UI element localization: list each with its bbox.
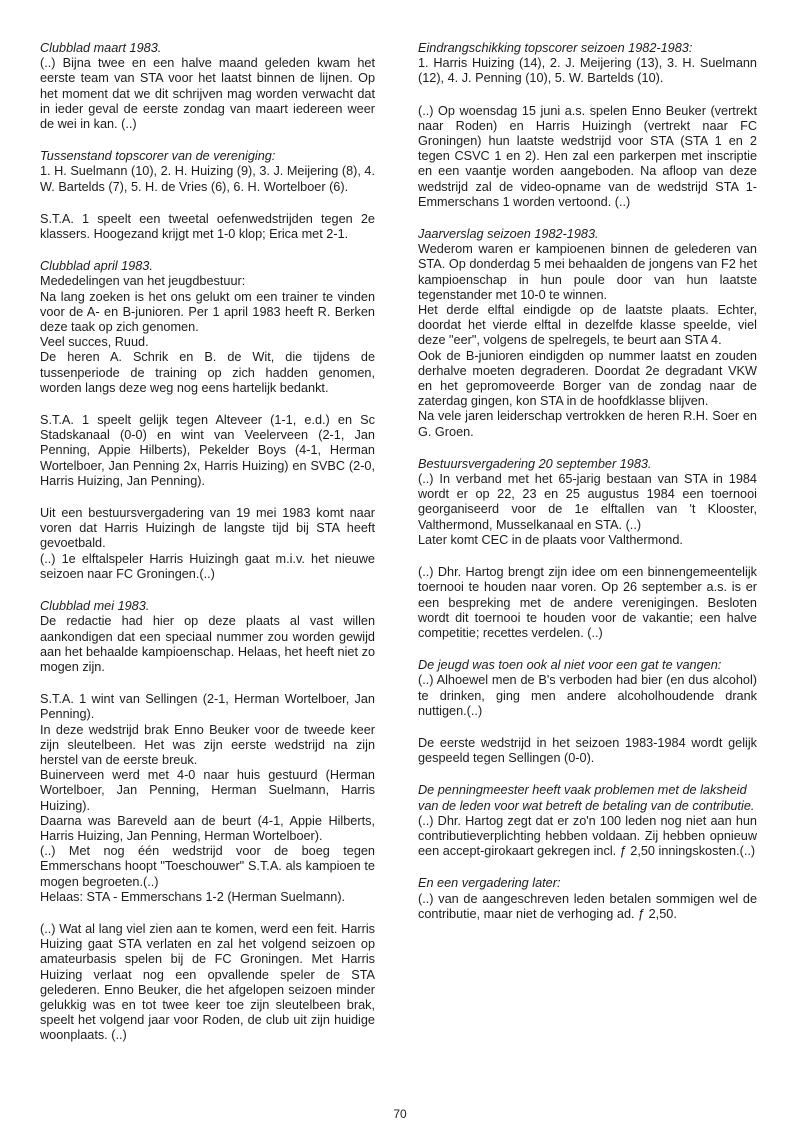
article-section <box>418 457 757 548</box>
paragraph: (..) Dhr. Hartog brengt zijn idee om een binnengemeentelijk toernooi te houden naar voren. Op 26 september a.s. is er een bespreking met de andere verenigingen. Besloten wordt dit toernooi te houden voor de vakantie; een halve competitie; recettes verdelen. (..) <box>418 565 757 640</box>
paragraph: Na vele jaren leiderschap vertrokken de heren R.H. Soer en G. Groen. <box>418 409 757 439</box>
paragraph: De eerste wedstrijd in het seizoen 1983-1984 wordt gelijk gespeeld tegen Sellingen (0-0). <box>418 735 757 766</box>
paragraph: S.T.A. 1 speelt gelijk tegen Alteveer (1-1, e.d.) en Sc Stadskanaal (0-0) en wint van Veelerveen (2-1, Jan Penning, Appie Hilberts), Pekelder Boys (4-1, Herman Wortelboer, Jan Penning 2x, Harris Huizing) en SVBC (2-0, Harris Huizing, Jan Penning). <box>40 413 375 488</box>
paragraph: Helaas: STA - Emmerschans 1-2 (Herman Suelmann). <box>40 889 346 904</box>
paragraph: Uit een bestuursvergadering van 19 mei 1983 komt naar voren dat Harris Huizingh de langste tijd bij STA heeft gevoetbald. <box>40 506 375 551</box>
article-section <box>40 692 375 905</box>
paragraph: (..) Alhoewel men de B's verboden had bier (en dus alcohol) te drinken, ging men andere alcoholhoudende drank nuttigen.(..) <box>418 673 757 718</box>
paragraph: (..) 1e elftalspeler Harris Huizingh gaat m.i.v. het nieuwe seizoen naar FC Groningen.(..) <box>40 551 375 581</box>
article-section <box>40 599 375 675</box>
section-heading: Clubblad april 1983. <box>40 259 153 274</box>
paragraph: S.T.A. 1 wint van Sellingen (2-1, Herman Wortelboer, Jan Penning). <box>40 692 375 722</box>
article-section <box>40 259 375 396</box>
paragraph: De heren A. Schrik en B. de Wit, die tijdens de tussenperiode de training op zich hadden genomen, worden langs deze weg nog eens hartelijk bedankt. <box>40 350 375 395</box>
paragraph: (..) Met nog één wedstrijd voor de boeg tegen Emmerschans hoopt "Toeschouwer" S.T.A. als kampioen te mogen begroeten.(..) <box>40 844 375 889</box>
section-heading: De jeugd was toen ook al niet voor een gat te vangen: <box>418 658 722 673</box>
article-section <box>418 104 757 210</box>
article-section <box>40 149 375 195</box>
paragraph: Het derde elftal eindigde op de laatste plaats. Echter, doordat het vierde elftal in dezelfde klasse speelde, viel deze "eer", volgens de spelregels, te beurt aan STA 4. <box>418 303 757 348</box>
paragraph: Wederom waren er kampioenen binnen de gelederen van STA. Op donderdag 5 mei behaalden de jongens van F2 het kampioenschap in hun poule door van hun laatste tegenstander met 10-0 te winnen. <box>418 242 757 302</box>
paragraph: (..) Wat al lang viel zien aan te komen, werd een feit. Harris Huizing gaat STA verlaten en zal het volgend seizoen op amateurbasis spelen bij de FC Groningen. Met Harris Huizing verlaat nog een opvallende speler de STA gelederen. Enno Beuker, die het afgelopen seizoen minder gelukkig was en tot twee keer toe zijn sleutelbeen brak, speelt het volgend jaar voor Roden, de club uit zijn huidige woonplaats. (..) <box>40 921 375 1043</box>
article-section <box>40 506 375 582</box>
article-section <box>418 783 757 859</box>
section-heading: Bestuursvergadering 20 september 1983. <box>418 456 652 471</box>
paragraph: Mededelingen van het jeugdbestuur: <box>40 274 246 289</box>
article-section <box>418 565 757 641</box>
section-heading: Clubblad mei 1983. <box>40 599 150 614</box>
article-section <box>418 736 757 766</box>
section-heading: Tussenstand topscorer van de vereniging: <box>40 149 276 164</box>
left-column <box>40 41 375 1061</box>
article-section <box>40 212 375 242</box>
paragraph: Na lang zoeken is het ons gelukt om een trainer te vinden voor de A- en B-junioren. Per 1 april 1983 heeft R. Berken deze taak op zich genomen. <box>40 289 375 335</box>
paragraph: S.T.A. 1 speelt een tweetal oefenwedstrijden tegen 2e klassers. Hoogezand krijgt met 1-0 klop; Erica met 2-1. <box>40 211 375 242</box>
paragraph: (..) van de aangeschreven leden betalen sommigen wel de contributie, maar niet de verhoging ad. ƒ 2,50. <box>418 891 757 921</box>
section-heading: En een vergadering later: <box>418 876 561 891</box>
paragraph: (..) Op woensdag 15 juni a.s. spelen Enno Beuker (vertrekt naar Roden) en Harris Huizingh (vertrekt naar FC Groningen) hun laatste wedstrijd voor STA (STA 1 en 2 tegen CSVC 1 en 2). Hen zal een parkerpen met inscriptie en een vaantje worden aangeboden. Na afloop van deze wedstrijd zal de video-opname van de wedstrijd STA 1-Emmerschans 1 worden vertoond. (..) <box>418 103 757 209</box>
paragraph: Ook de B-junioren eindigden op nummer laatst en zouden derhalve moeten degraderen. Doordat 2e degradant VKW en het gepromoveerde Borger van de zondag naar de zaterdag gingen, kon STA in de hoofdklasse blijven. <box>418 348 757 409</box>
section-heading: Jaarverslag seizoen 1982-1983. <box>418 227 599 242</box>
paragraph: (..) In verband met het 65-jarig bestaan van STA in 1984 wordt er op 22, 23 en 25 augustus 1984 een toernooi georganiseerd voor de 1e elftallen van 't Klooster, Valthermond, Musselkanaal en STA. (..) <box>418 472 757 532</box>
paragraph: 1. H. Suelmann (10), 2. H. Huizing (9), 3. J. Meijering (8), 4. W. Bartelds (7), 5. H. de Vries (6), 6. H. Wortelboer (6). <box>40 164 375 194</box>
paragraph: Veel succes, Ruud. <box>40 335 149 350</box>
article-section <box>40 922 375 1044</box>
paragraph: Daarna was Bareveld aan de beurt (4-1, Appie Hilberts, Harris Huizing, Jan Penning, Herman Wortelboer). <box>40 813 375 843</box>
article-section <box>418 658 757 719</box>
right-column <box>418 41 757 939</box>
section-heading: Clubblad maart 1983. <box>40 41 162 55</box>
article-section <box>418 876 757 922</box>
paragraph: De redactie had hier op deze plaats al vast willen aankondigen dat een speciaal nummer zou worden gewijd aan het behaalde kampioenschap. Helaas, het heeft niet zo mogen zijn. <box>40 614 375 674</box>
section-heading: Eindrangschikking topscorer seizoen 1982-1983: <box>418 41 693 55</box>
article-section <box>40 413 375 489</box>
article-section <box>40 41 375 132</box>
paragraph: 1. Harris Huizing (14), 2. J. Meijering (13), 3. H. Suelmann (12), 4. J. Penning (10), 5. W. Bartelds (10). <box>418 56 757 86</box>
paragraph: Later komt CEC in de plaats voor Valthermond. <box>418 532 683 547</box>
paragraph: In deze wedstrijd brak Enno Beuker voor de tweede keer zijn sleutelbeen. Het was zijn eerste wedstrijd na zijn herstel van de eerste breuk. <box>40 722 375 767</box>
paragraph: (..) Dhr. Hartog zegt dat er zo'n 100 leden nog niet aan hun contributieverplichting hebben voldaan. Zij hebben opnieuw een accept-girokaart gekregen incl. ƒ 2,50 inningskosten.(..) <box>418 813 757 859</box>
paragraph: Buinerveen werd met 4-0 naar huis gestuurd (Herman Wortelboer, Jan Penning, Herman Suelmann, Harris Huizing). <box>40 768 375 813</box>
page-number: 70 <box>393 1107 407 1121</box>
article-section <box>418 227 757 440</box>
section-heading: De penningmeester heeft vaak problemen met de laksheid van de leden voor wat betreft de betaling van de contributie. <box>418 783 755 813</box>
article-section <box>418 41 757 87</box>
paragraph: (..) Bijna twee en een halve maand geleden kwam het eerste team van STA voor het laatst binnen de lijnen. Op het moment dat we dit schrijven mag worden verwacht dat in ieder geval de eerste zondag van maart iedereen weer de wei in kan. (..) <box>40 56 375 132</box>
